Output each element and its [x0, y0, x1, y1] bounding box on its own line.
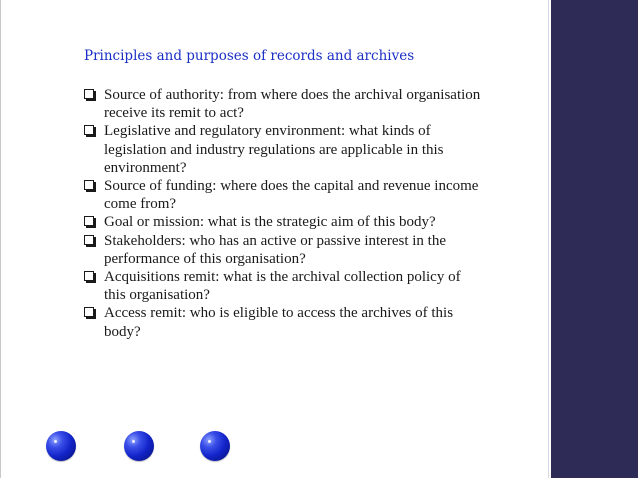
bullet-list: [84, 86, 484, 341]
checkbox-square-icon: [84, 89, 94, 99]
bullet-item-funding: [84, 177, 484, 213]
slide-title: Principles and purposes of records and archives: [84, 48, 415, 64]
bullet-text: Goal or mission: what is the strategic aim of this body?: [104, 214, 436, 231]
checkbox-square-icon: [84, 271, 94, 281]
bullet-text: Legislative and regulatory environment: what kinds of legislation and industry regulations are applicable in this environment?: [104, 123, 444, 176]
bullet-text: Acquisitions remit: what is the archival collection policy of this organisation?: [104, 269, 461, 304]
checkbox-square-icon: [84, 235, 94, 245]
bullet-item-goal: [84, 213, 484, 231]
checkbox-square-icon: [84, 125, 94, 135]
bullet-item-access: [84, 304, 484, 340]
bullet-text: Access remit: who is eligible to access the archives of this body?: [104, 305, 454, 340]
blue-sphere-icon: [200, 431, 230, 461]
bullet-text: Source of authority: from where does the archival organisation receive its remit to act?: [104, 87, 481, 122]
sidebar-panel: [551, 0, 638, 478]
bullet-item-legislative: [84, 122, 484, 177]
blue-sphere-icon: [46, 431, 76, 461]
bullet-text: Source of funding: where does the capital and revenue income come from?: [104, 178, 479, 213]
bullet-item-authority: [84, 86, 484, 122]
bullet-item-stakeholders: [84, 232, 484, 268]
checkbox-square-icon: [84, 180, 94, 190]
bullet-item-acquisitions: [84, 268, 484, 304]
checkbox-square-icon: [84, 307, 94, 317]
blue-sphere-icon: [124, 431, 154, 461]
bullet-text: Stakeholders: who has an active or passive interest in the performance of this organisation?: [104, 232, 446, 267]
slide-left-border: [0, 0, 1, 478]
checkbox-square-icon: [84, 216, 94, 226]
